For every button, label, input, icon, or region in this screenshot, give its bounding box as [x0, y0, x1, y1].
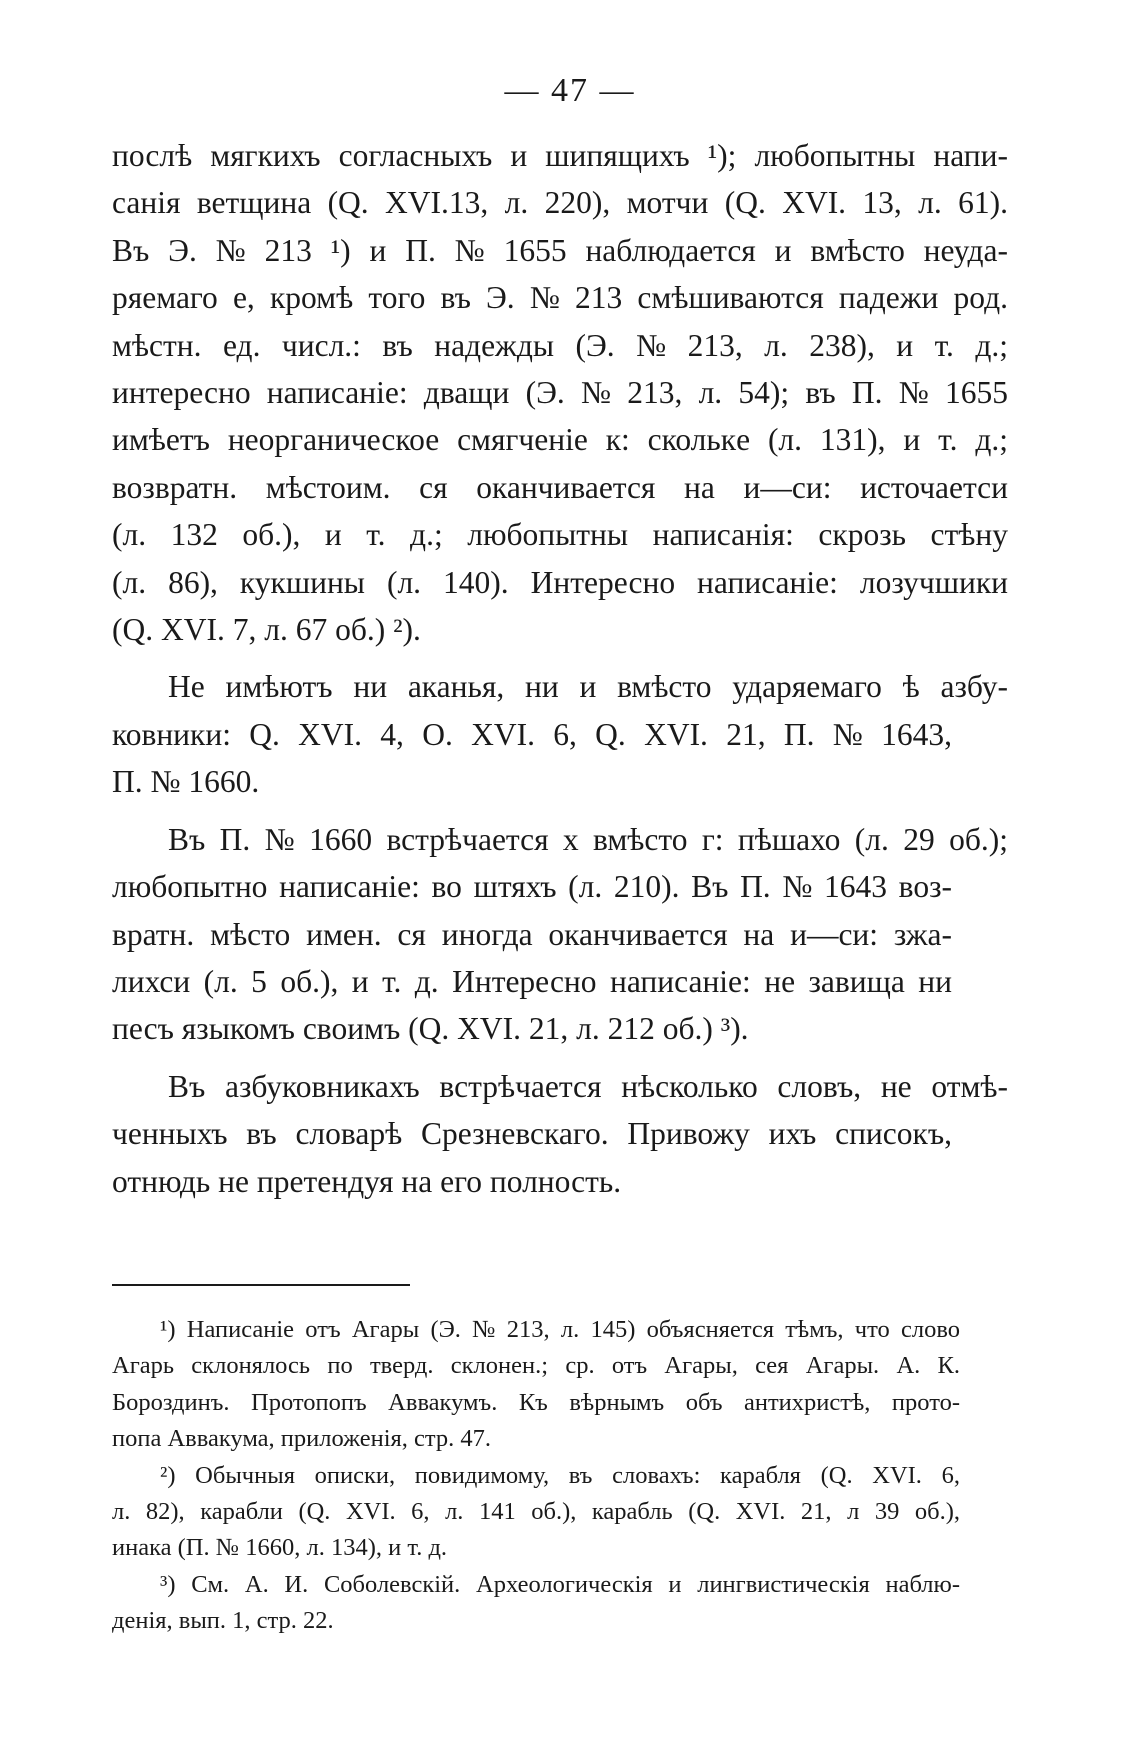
- paragraph-line: возвратн. мѣстоим. ся оканчивается на и—си: источаетси: [112, 469, 1008, 505]
- paragraph-4: [112, 1063, 1008, 1205]
- paragraph-line: интересно написаніе: дващи (Э. № 213, л. 54); въ П. № 1655: [112, 375, 1008, 411]
- footnote-line: Агарь склонялось по тверд. склонен.; ср. отъ Агары, сея Агары. А. К.: [112, 1352, 960, 1380]
- footnote-line: попа Аввакума, приложенія, стр. 47.: [112, 1425, 492, 1453]
- paragraph-line: (л. 132 об.), и т. д.; любопытны написанія: скрозь стѣну: [112, 517, 1008, 553]
- paragraph-line: отнюдь не претендуя на его полность.: [112, 1163, 622, 1199]
- footnote-line: ³) См. А. И. Соболевскій. Археологическія и лингвистическія наблю-: [160, 1570, 960, 1598]
- paragraph-1: [112, 132, 1008, 653]
- paragraph-line: (Q. XVI. 7, л. 67 об.) ²).: [112, 612, 421, 648]
- paragraph-line: П. № 1660.: [112, 764, 260, 800]
- paragraph-line: имѣетъ неорганическое смягченіе к: сколькe (л. 131), и т. д.;: [112, 422, 1008, 458]
- paragraph-line: вратн. мѣсто имен. ся иногда оканчивается на и—си: зжа-: [112, 916, 952, 952]
- paragraph-line: любопытно написаніе: во штяхъ (л. 210). Въ П. № 1643 воз-: [112, 869, 952, 905]
- paragraph-line: Въ Э. № 213 ¹) и П. № 1655 наблюдается и вмѣсто неуда-: [112, 232, 1008, 268]
- footnote-3: [112, 1567, 1008, 1640]
- footnote-1: [112, 1312, 1008, 1458]
- footnote-line: л. 82), карабли (Q. XVI. 6, л. 141 об.), карабль (Q. XVI. 21, л 39 об.),: [112, 1498, 960, 1526]
- footnote-line: денія, вып. 1, стр. 22.: [112, 1607, 334, 1635]
- paragraph-line: лихси (л. 5 об.), и т. д. Интересно написаніе: не завища ни: [112, 963, 952, 999]
- paragraph-line: ряемаго е, кромѣ того въ Э. № 213 смѣшиваются падежи род.: [112, 280, 1008, 316]
- paragraph-line: Въ П. № 1660 встрѣчается х вмѣсто г: пѣшахо (л. 29 об.);: [168, 821, 1008, 857]
- paragraph-line: Въ азбуковникахъ встрѣчается нѣсколько словъ, не отмѣ-: [168, 1068, 1008, 1104]
- paragraph-2: [112, 663, 1008, 805]
- footnotes: [112, 1312, 1008, 1640]
- paragraph-line: Не имѣютъ ни аканья, ни и вмѣсто ударяемаго ѣ азбу-: [168, 669, 1008, 705]
- footnote-line: инака (П. № 1660, л. 134), и т. д.: [112, 1534, 448, 1562]
- footnote-line: ²) Обычныя описки, повидимому, въ словахъ: карабля (Q. XVI. 6,: [160, 1461, 960, 1489]
- paragraph-line: ченныхъ въ словарѣ Срезневскаго. Привожу ихъ списокъ,: [112, 1116, 952, 1152]
- body-text: [112, 132, 1008, 1205]
- paragraph-line: санія ветщина (Q. XVI.13, л. 220), мотчи (Q. XVI. 13, л. 61).: [112, 185, 1008, 221]
- footnote-divider: [112, 1284, 410, 1286]
- paragraph-line: мѣстн. ед. числ.: въ надежды (Э. № 213, л. 238), и т. д.;: [112, 327, 1008, 363]
- paragraph-line: песъ языкомъ своимъ (Q. XVI. 21, л. 212 об.) ³).: [112, 1011, 749, 1047]
- footnote-line: ¹) Написаніе отъ Агары (Э. № 213, л. 145) объясняется тѣмъ, что слово: [160, 1316, 960, 1343]
- paragraph-line: ковники: Q. XVI. 4, O. XVI. 6, Q. XVI. 21, П. № 1643,: [112, 716, 952, 752]
- paragraph-line: (л. 86), кукшины (л. 140). Интересно написаніе: лозучшики: [112, 564, 1008, 600]
- footnote-2: [112, 1458, 1008, 1567]
- page-number: — 47 —: [504, 72, 636, 109]
- paragraph-3: [112, 816, 1008, 1053]
- footnote-line: Бороздинъ. Протопопъ Аввакумъ. Къ вѣрнымъ объ антихристѣ, прото-: [112, 1388, 960, 1416]
- paragraph-line: послѣ мягкихъ согласныхъ и шипящихъ ¹); любопытны напи-: [112, 138, 1008, 173]
